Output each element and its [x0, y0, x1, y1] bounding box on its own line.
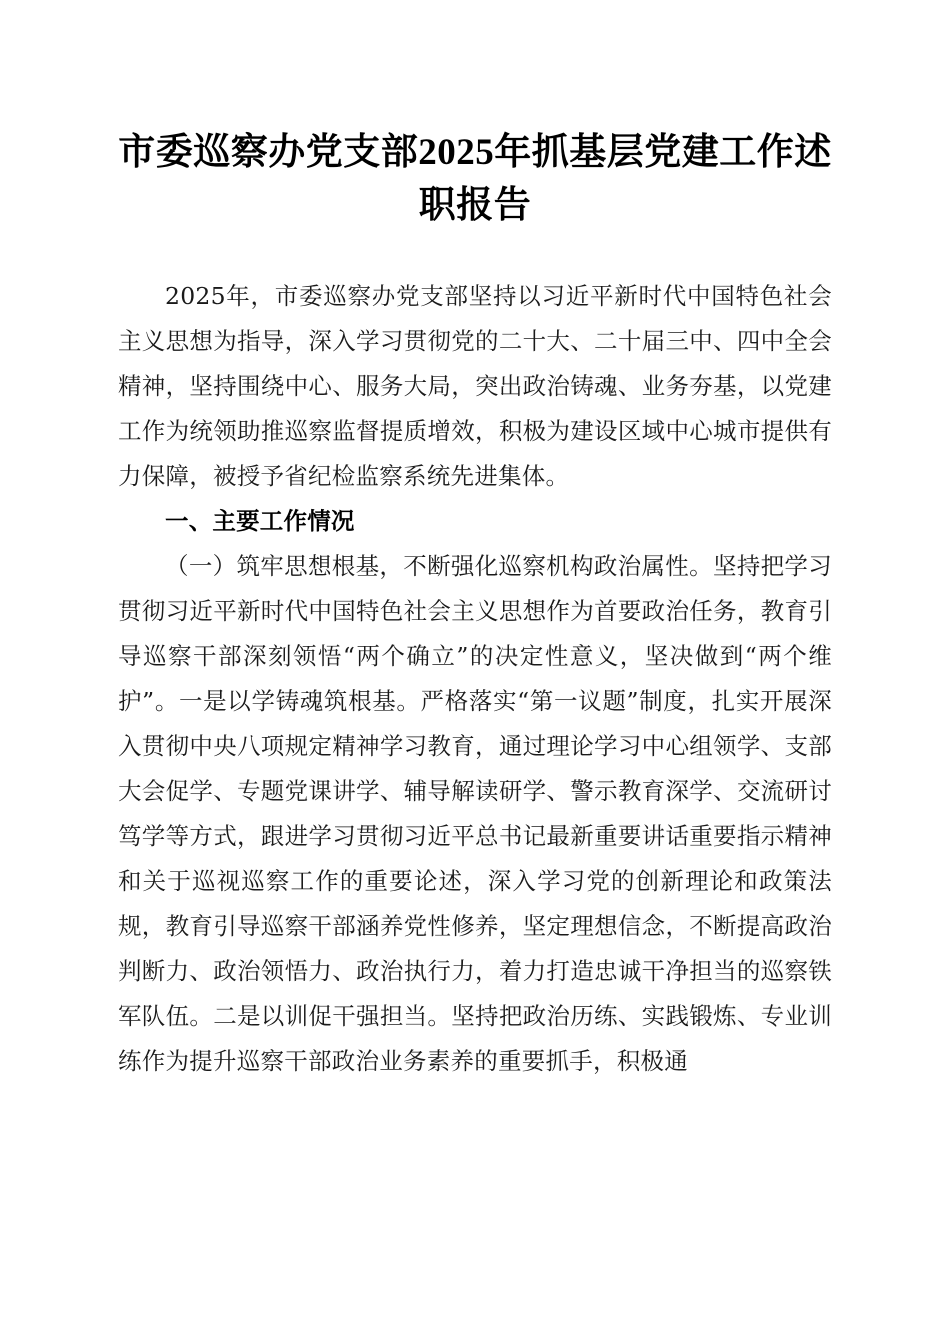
document-body	[118, 274, 832, 1084]
subsection-one-paragraph: （一）筑牢思想根基，不断强化巡察机构政治属性。坚持把学习贯彻习近平新时代中国特色社会主义思想作为首要政治任务，教育引导巡察干部深刻领悟“两个确立”的决定性意义，坚决做到“两个维护”。一是以学铸魂筑根基。严格落实“第一议题”制度，扎实开展深入贯彻中央八项规定精神学习教育，通过理论学习中心组领学、支部大会促学、专题党课讲学、辅导解读研学、警示教育深学、交流研讨笃学等方式，跟进学习贯彻习近平总书记最新重要讲话重要指示精神和关于巡视巡察工作的重要论述，深入学习党的创新理论和政策法规，教育引导巡察干部涵养党性修养，坚定理想信念，不断提高政治判断力、政治领悟力、政治执行力，着力打造忠诚干净担当的巡察铁军队伍。二是以训促干强担当。坚持把政治历练、实践锻炼、专业训练作为提升巡察干部政治业务素养的重要抓手，积极通	[118, 552, 832, 1075]
page-title: 市委巡察办党支部2025年抓基层党建工作述职报告	[118, 132, 832, 226]
intro-paragraph: 2025年，市委巡察办党支部坚持以习近平新时代中国特色社会主义思想为指导，深入学习贯彻党的二十大、二十届三中、四中全会精神，坚持围绕中心、服务大局，突出政治铸魂、业务夯基，以党建工作为统领助推巡察监督提质增效，积极为建设区域中心城市提供有力保障，被授予省纪检监察系统先进集体。	[118, 282, 832, 490]
section-heading-one: 一、主要工作情况	[165, 508, 355, 534]
